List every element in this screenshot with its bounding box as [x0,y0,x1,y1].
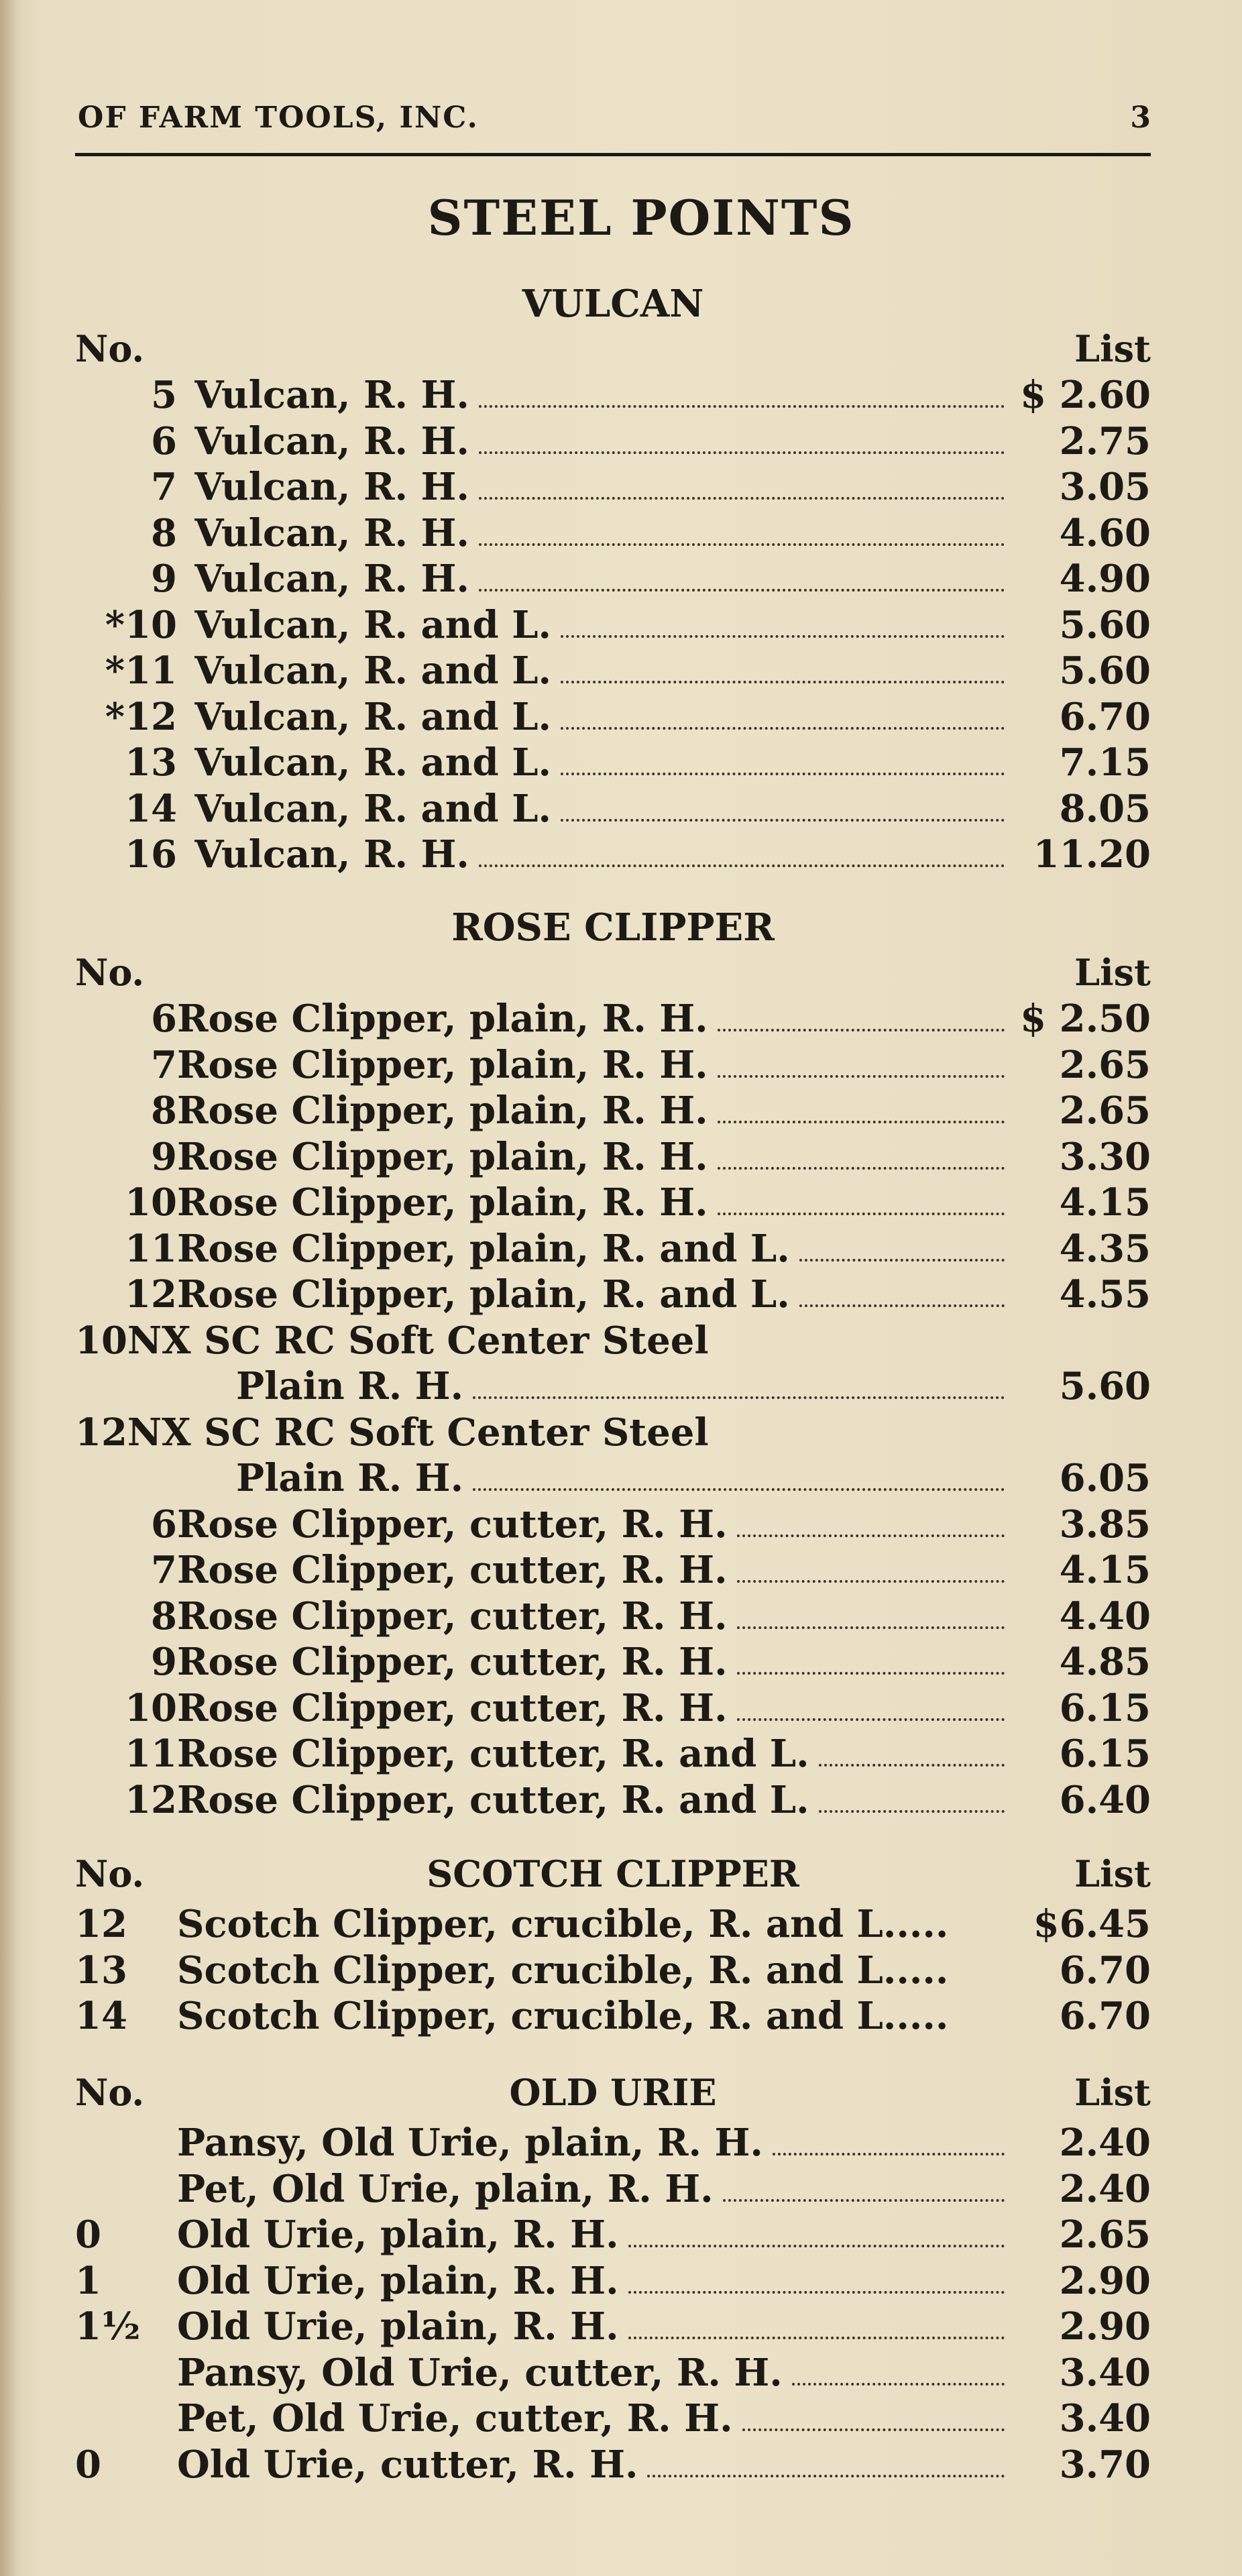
item-description [194,603,1010,647]
description-text: Vulcan, R. and L. [194,649,551,693]
item-description [236,1456,1010,1500]
list-price: 4.55 [1059,1272,1151,1317]
leader-dots [773,2152,1005,2155]
list-price: 4.90 [1059,557,1151,601]
leader-dots [718,1074,1005,1078]
item-description [75,1319,1151,1363]
item-description [177,1594,1010,1638]
price-row [75,603,1151,649]
list-price: 3.70 [1059,2442,1151,2487]
item-number: 9 [151,557,177,601]
list-price: 2.90 [1059,2304,1151,2349]
item-description [177,1548,1010,1592]
item-description [194,373,1010,417]
price-row [75,373,1151,419]
list-price: 4.35 [1059,1226,1151,1271]
price-row [75,2396,1151,2443]
item-number: 11 [125,1732,177,1776]
item-number: 12 [125,1777,177,1822]
leader-dots [737,1671,1005,1675]
price-row [75,1088,1151,1135]
leader-dots [628,2244,1005,2247]
column-header [75,1852,1151,1902]
price-row [75,557,1151,603]
price-list [75,997,1151,1319]
price-list [75,2121,1151,2488]
item-description [177,2259,1010,2303]
leader-dots [718,1212,1005,1215]
section-old-urie [75,2071,1151,2488]
item-number: 7 [151,1548,177,1592]
price-row [75,787,1151,833]
description-text: Vulcan, R. H. [194,418,469,463]
price-row [75,1364,1151,1410]
description-text: Pansy, Old Urie, plain, R. H. [177,2121,763,2165]
item-number: 6 [151,997,177,1041]
price-row-heading [75,1410,1151,1457]
item-number: 11 [125,1226,177,1271]
leader-dots [479,404,1005,408]
description-text: Pet, Old Urie, plain, R. H. [177,2166,714,2211]
leader-dots [737,1579,1005,1583]
leader-dots [479,543,1005,546]
list-price: 6.15 [1059,1732,1151,1776]
running-header: OF FARM TOOLS, INC. [78,101,479,135]
leader-dots [799,1304,1005,1307]
item-description [177,1088,1010,1133]
item-description [177,1502,1010,1547]
price-row [75,465,1151,511]
col-no-label: No. [75,951,145,994]
list-price: 2.75 [1059,418,1151,463]
leader-dots [561,726,1005,730]
description-text: Vulcan, R. H. [194,465,469,509]
leader-dots [647,2474,1005,2477]
item-description [194,832,1010,877]
price-row [75,1640,1151,1686]
leader-dots [561,818,1005,822]
item-number: 5 [151,373,177,417]
leader-dots [479,588,1005,592]
price-row [75,1686,1151,1732]
item-number: 0 [75,2442,101,2487]
description-text: 10NX SC RC Soft Center Steel [75,1318,709,1363]
item-description [194,787,1010,831]
item-number: 0 [75,2213,101,2257]
list-price: $6.45 [1033,1902,1151,1946]
section-title: VULCAN [522,282,704,326]
price-row [75,2121,1151,2167]
leader-dots [718,1028,1005,1031]
column-header [75,951,1151,997]
list-price: $ 2.60 [1020,373,1151,417]
item-number: 7 [151,1042,177,1087]
item-description [194,511,1010,555]
description-text: Vulcan, R. H. [194,832,469,877]
item-description [236,1364,1010,1408]
list-price: 3.30 [1059,1134,1151,1179]
item-description [177,2351,1010,2395]
leader-dots [742,2428,1005,2431]
price-list [75,1902,1151,2040]
item-number: 6 [151,1502,177,1547]
description-text: Scotch Clipper, crucible, R. and L..... [177,1948,949,1993]
description-text: Vulcan, R. H. [194,510,469,555]
leader-dots [473,1396,1005,1399]
section-title: SCOTCH CLIPPER [427,1852,799,1895]
price-row [75,997,1151,1043]
section-title: ROSE CLIPPER [451,905,775,950]
list-price: 4.40 [1059,1593,1151,1638]
list-price: 5.60 [1059,649,1151,693]
item-number: 9 [151,1134,177,1179]
section-heading [75,905,1151,951]
description-text: Vulcan, R. and L. [194,786,551,831]
price-row [75,1732,1151,1778]
item-number: 8 [151,1593,177,1638]
description-text: Rose Clipper, plain, R. and L. [177,1272,790,1317]
list-price: 2.65 [1059,1042,1151,1087]
description-text: Old Urie, plain, R. H. [177,2213,619,2257]
col-list-label: List [1074,2071,1151,2114]
column-header [75,327,1151,373]
description-text: Rose Clipper, cutter, R. and L. [177,1732,809,1776]
item-number: 8 [151,510,177,555]
item-number: 6 [151,418,177,463]
price-list [75,1502,1151,1824]
price-row [75,1180,1151,1227]
item-description [177,1640,1010,1684]
price-row [75,1456,1151,1502]
leader-dots [479,496,1005,500]
list-price: 3.40 [1059,2350,1151,2395]
item-number: 7 [151,465,177,509]
description-text: Vulcan, R. H. [194,373,469,417]
item-description [177,1272,1010,1317]
item-number: 9 [151,1640,177,1684]
price-row [75,649,1151,695]
price-row [75,2351,1151,2397]
item-description [177,1778,1010,1822]
price-row [75,1135,1151,1181]
leader-dots [561,680,1005,683]
list-price: 6.70 [1059,694,1151,739]
description-text: Plain R. H. [236,1456,464,1500]
price-row [75,740,1151,787]
price-row [75,1902,1151,1948]
leader-dots [561,634,1005,638]
item-number: *11 [105,649,177,693]
description-text: Vulcan, R. H. [194,557,469,601]
price-row [75,832,1151,879]
list-price: 3.85 [1059,1502,1151,1547]
description-text: Rose Clipper, cutter, R. H. [177,1593,728,1638]
list-price: 6.05 [1059,1456,1151,1500]
item-description [194,419,1010,463]
list-price: 3.05 [1059,465,1151,509]
list-price: 2.65 [1059,1088,1151,1133]
leader-dots [737,1718,1005,1721]
price-row [75,511,1151,557]
price-row [75,1778,1151,1824]
price-row [75,1227,1151,1273]
item-description [177,1902,1010,1946]
price-row [75,1948,1151,1995]
description-text: Vulcan, R. and L. [194,694,551,739]
description-text: Rose Clipper, cutter, R. and L. [177,1777,809,1822]
item-number: 12 [75,1902,127,1946]
col-list-label: List [1074,1852,1151,1895]
list-price: 5.60 [1059,1364,1151,1408]
item-description [177,2121,1010,2165]
list-price: 4.85 [1059,1640,1151,1684]
item-description [75,1410,1151,1455]
description-text: Rose Clipper, cutter, R. H. [177,1640,728,1684]
price-list [75,373,1151,879]
item-number: 10 [125,1180,177,1225]
description-text: Pansy, Old Urie, cutter, R. H. [177,2350,783,2395]
leader-dots [723,2198,1005,2202]
item-number: 13 [125,740,177,785]
leader-dots [799,1258,1005,1262]
description-text: Vulcan, R. and L. [194,740,551,785]
col-no-label: No. [75,1852,145,1895]
list-price: 2.65 [1059,2213,1151,2257]
section-title: OLD URIE [509,2071,717,2114]
item-description [177,1686,1010,1730]
description-text: Pet, Old Urie, cutter, R. H. [177,2396,733,2441]
item-description [177,1227,1010,1271]
list-price: 2.40 [1059,2166,1151,2211]
description-text: Rose Clipper, cutter, R. H. [177,1685,728,1730]
list-price: 7.15 [1059,740,1151,785]
leader-dots [561,772,1005,775]
price-row [75,2304,1151,2351]
list-price: 6.70 [1059,1994,1151,2038]
col-list-label: List [1074,951,1151,994]
description-text: Plain R. H. [236,1364,464,1408]
list-price: 3.40 [1059,2396,1151,2441]
description-text: Rose Clipper, plain, R. H. [177,1134,708,1179]
description-text: Scotch Clipper, crucible, R. and L..... [177,1994,949,2038]
item-number: *12 [105,694,177,739]
list-price: 5.60 [1059,602,1151,647]
item-description [194,557,1010,601]
price-row [75,1994,1151,2040]
item-number: 10 [125,1685,177,1730]
description-text: Old Urie, plain, R. H. [177,2258,619,2303]
leader-dots [628,2336,1005,2339]
page-title: STEEL POINTS [427,189,855,246]
description-text: Old Urie, plain, R. H. [177,2304,619,2349]
price-row [75,1272,1151,1319]
list-price: 11.20 [1033,832,1151,877]
leader-dots [792,2382,1005,2386]
item-number: 1 [75,2258,101,2303]
item-description [177,1948,1010,1993]
item-description [177,2304,1010,2349]
price-row [75,2259,1151,2305]
column-header [75,2071,1151,2121]
item-number: 16 [125,832,177,877]
list-price: 4.15 [1059,1548,1151,1592]
col-no-label: No. [75,327,145,370]
item-number: *10 [105,602,177,647]
section-rose-clipper [75,905,1151,1824]
list-price: 6.15 [1059,1685,1151,1730]
header-rule [75,153,1151,156]
price-row [75,2167,1151,2213]
description-text: Old Urie, cutter, R. H. [177,2442,638,2487]
list-price: 4.15 [1059,1180,1151,1225]
item-description [177,1180,1010,1225]
section-scotch-clipper [75,1852,1151,2040]
price-row [75,695,1151,741]
item-description [194,465,1010,509]
leader-dots [628,2290,1005,2294]
col-list-label: List [1074,327,1151,370]
price-row [75,1043,1151,1089]
section-heading [75,282,1151,327]
item-number: 13 [75,1948,127,1993]
price-row [75,2443,1151,2489]
list-price: 4.60 [1059,510,1151,555]
item-description [177,2167,1010,2211]
item-number: 8 [151,1088,177,1133]
price-row [75,419,1151,465]
item-description [194,695,1010,739]
item-description [177,2443,1010,2487]
description-text: Scotch Clipper, crucible, R. and L..... [177,1902,949,1946]
leader-dots [473,1488,1005,1491]
list-price: 2.90 [1059,2258,1151,2303]
description-text: Rose Clipper, plain, R. H. [177,1180,708,1225]
leader-dots [718,1166,1005,1170]
item-description [194,649,1010,693]
item-number: 14 [75,1994,127,2038]
item-number: 12 [125,1272,177,1317]
list-price: $ 2.50 [1020,997,1151,1041]
leader-dots [819,1763,1005,1767]
description-text: Rose Clipper, plain, R. H. [177,997,708,1041]
description-text: Rose Clipper, plain, R. H. [177,1088,708,1133]
list-price: 2.40 [1059,2121,1151,2165]
price-row [75,1502,1151,1549]
item-description [194,740,1010,785]
leader-dots [718,1120,1005,1123]
binding-edge [0,0,17,2576]
item-description [177,2213,1010,2257]
description-text: 12NX SC RC Soft Center Steel [75,1410,709,1455]
description-text: Vulcan, R. and L. [194,602,551,647]
col-no-label: No. [75,2071,145,2114]
price-row [75,2213,1151,2259]
description-text: Rose Clipper, plain, R. H. [177,1042,708,1087]
item-number: 1½ [75,2304,141,2349]
list-price: 8.05 [1059,786,1151,831]
leader-dots [479,864,1005,867]
description-text: Rose Clipper, cutter, R. H. [177,1502,728,1547]
special-price-list [75,1319,1151,1502]
item-description [177,1135,1010,1179]
section-vulcan [75,282,1151,879]
list-price: 6.40 [1059,1777,1151,1822]
description-text: Rose Clipper, plain, R. and L. [177,1226,790,1271]
leader-dots [737,1534,1005,1537]
leader-dots [479,451,1005,454]
price-row-heading [75,1319,1151,1365]
item-description [177,997,1010,1041]
leader-dots [819,1809,1005,1813]
item-description [177,1043,1010,1087]
price-row [75,1548,1151,1594]
item-description [177,1994,1010,2038]
item-description [177,1732,1010,1776]
list-price: 6.70 [1059,1948,1151,1993]
price-row [75,1594,1151,1640]
leader-dots [737,1626,1005,1629]
description-text: Rose Clipper, cutter, R. H. [177,1548,728,1592]
item-description [177,2396,1010,2441]
item-number: 14 [125,786,177,831]
page-number: 3 [1130,101,1151,135]
